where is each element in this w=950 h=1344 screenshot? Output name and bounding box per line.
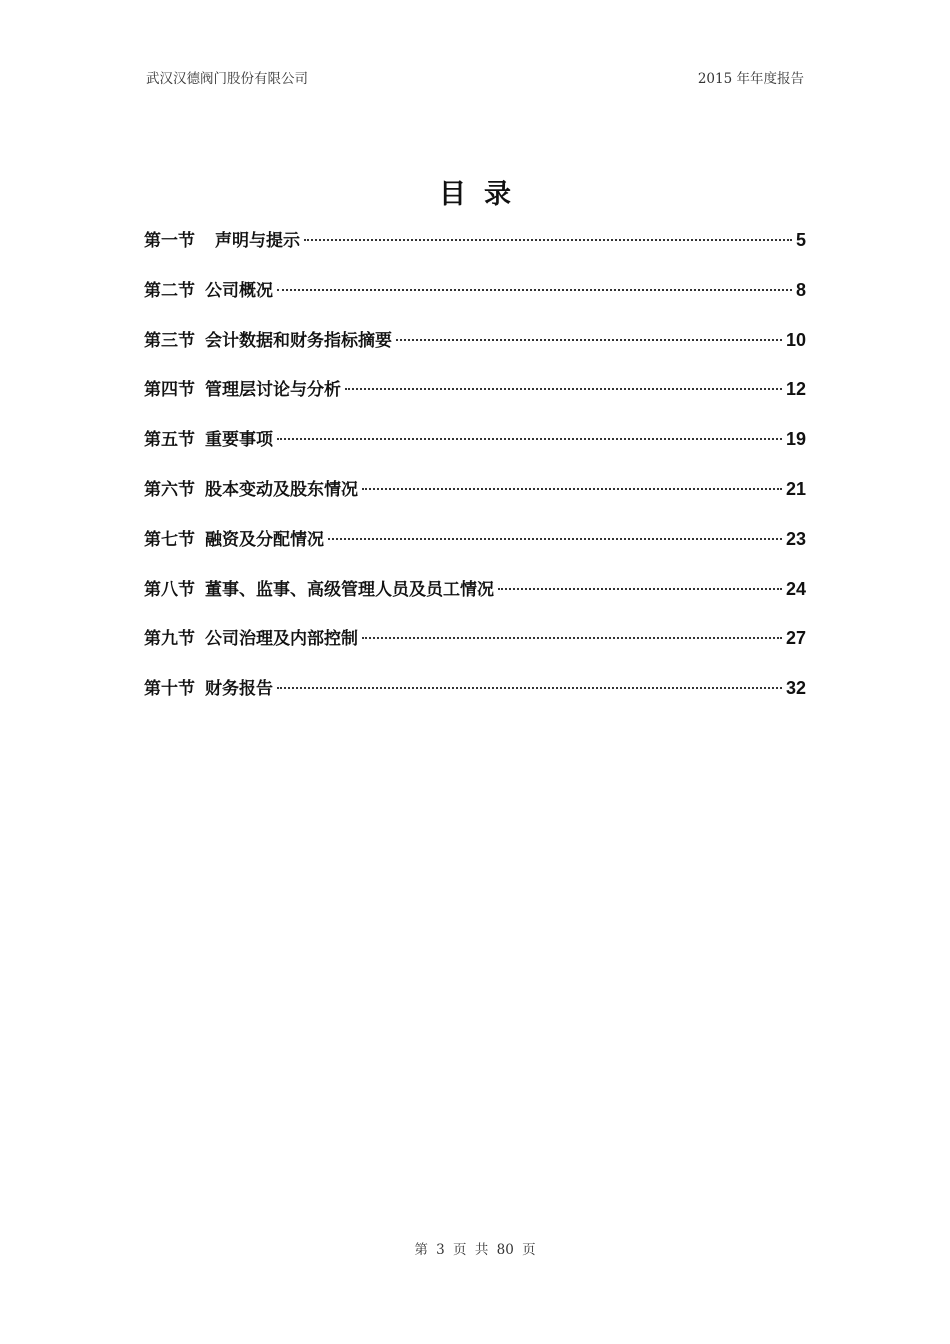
toc-leader-dots xyxy=(277,289,792,291)
toc-page-number: 10 xyxy=(785,329,806,350)
toc-section-number: 第一节 xyxy=(144,231,195,251)
toc-leader-dots xyxy=(362,637,782,639)
toc-page-number: 12 xyxy=(785,379,806,400)
toc-section-number: 第六节 xyxy=(144,479,195,500)
toc-section-heading: 公司治理及内部控制 xyxy=(205,629,358,650)
toc-entry[interactable] xyxy=(144,525,806,575)
toc-leader-dots xyxy=(277,687,782,689)
toc-section-heading: 会计数据和财务指标摘要 xyxy=(205,330,392,351)
toc-section-number: 第五节 xyxy=(144,430,195,451)
toc-entry[interactable] xyxy=(144,674,806,724)
toc-section-heading: 重要事项 xyxy=(205,430,273,451)
toc-entry[interactable] xyxy=(144,326,806,376)
toc-section-number: 第九节 xyxy=(144,629,195,650)
toc-section-heading: 融资及分配情况 xyxy=(205,529,324,550)
toc-entry[interactable] xyxy=(144,575,806,625)
toc-leader-dots xyxy=(362,488,782,490)
toc-leader-dots xyxy=(396,339,782,341)
toc-page-number: 24 xyxy=(785,578,806,599)
toc-entry[interactable] xyxy=(144,425,806,475)
toc-section-heading: 股本变动及股东情况 xyxy=(205,479,358,500)
header-report-title: 2015 年年度报告 xyxy=(697,71,804,87)
toc-leader-dots xyxy=(277,438,782,440)
toc-entry[interactable] xyxy=(144,276,806,326)
page-title: 目录 xyxy=(439,179,529,210)
toc-section-number: 第八节 xyxy=(144,579,195,600)
toc-page-number: 5 xyxy=(795,230,806,250)
toc-section-number: 第七节 xyxy=(144,529,195,550)
toc-section-heading: 财务报告 xyxy=(205,679,273,700)
toc-leader-dots xyxy=(304,239,792,241)
toc-entry[interactable] xyxy=(144,624,806,674)
toc-section-heading: 声明与提示 xyxy=(215,231,300,251)
toc-leader-dots xyxy=(345,388,782,390)
toc-page-number: 23 xyxy=(785,528,806,549)
toc-leader-dots xyxy=(498,588,782,590)
toc-section-heading: 董事、监事、高级管理人员及员工情况 xyxy=(205,579,494,600)
toc-entry[interactable] xyxy=(144,226,806,276)
toc-page-number: 8 xyxy=(795,279,806,300)
toc-section-heading: 管理层讨论与分析 xyxy=(205,380,341,401)
toc-leader-dots xyxy=(328,538,782,540)
toc-section-number: 第二节 xyxy=(144,280,195,301)
toc-page-number: 27 xyxy=(785,628,806,649)
table-of-contents xyxy=(144,226,806,724)
toc-entry[interactable] xyxy=(144,375,806,425)
toc-section-heading: 公司概况 xyxy=(205,280,273,301)
page-footer: 第 3 页 共 80 页 xyxy=(414,1242,536,1258)
header-company-name: 武汉汉德阀门股份有限公司 xyxy=(146,71,308,87)
toc-section-number: 第三节 xyxy=(144,330,195,351)
toc-section-number: 第四节 xyxy=(144,380,195,401)
toc-entry[interactable] xyxy=(144,475,806,525)
toc-page-number: 19 xyxy=(785,429,806,450)
toc-section-number: 第十节 xyxy=(144,679,195,700)
toc-page-number: 21 xyxy=(785,478,806,499)
toc-page-number: 32 xyxy=(785,678,806,699)
